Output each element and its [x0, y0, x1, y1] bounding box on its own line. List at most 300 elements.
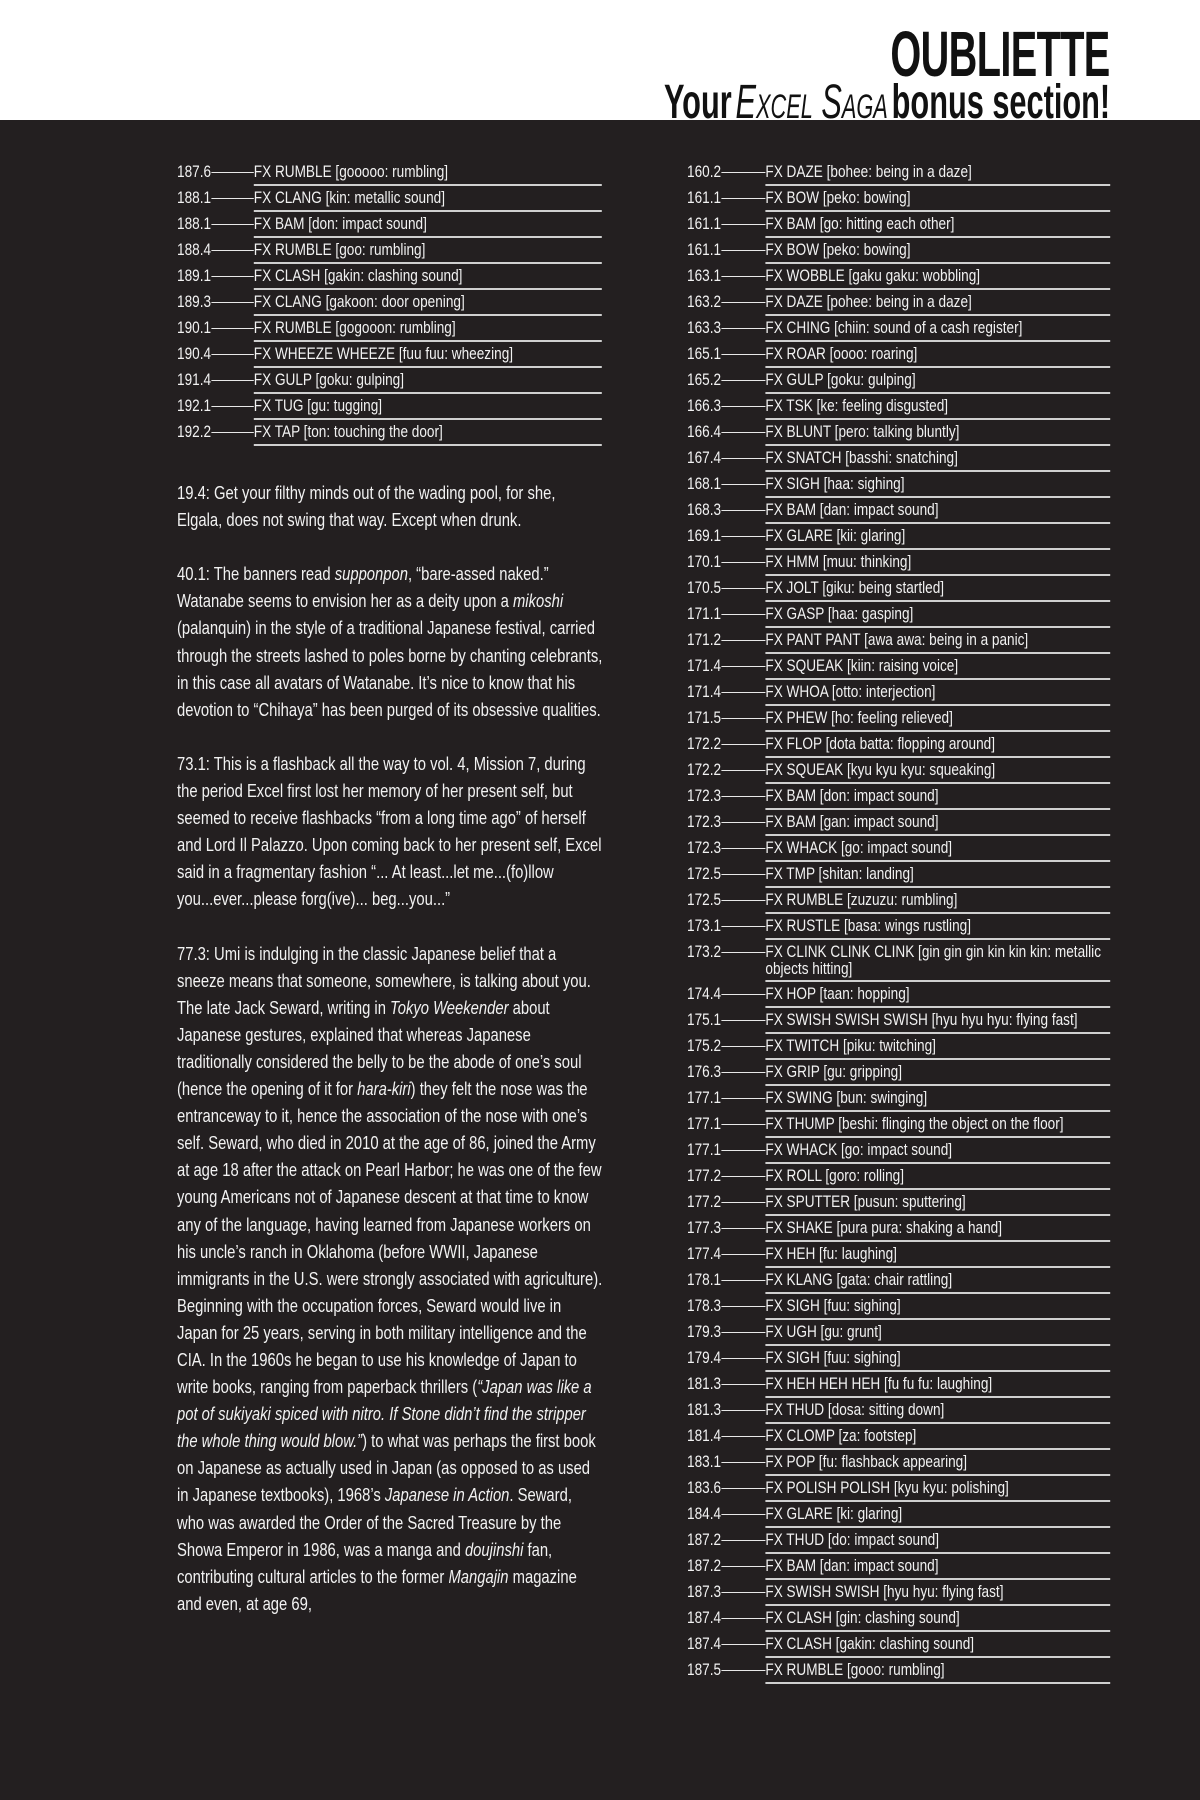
- page-panel-number: 168.3: [687, 500, 722, 519]
- sfx-translation: FX CLANG [kin: metallic sound]: [254, 186, 602, 212]
- leader-line: [721, 198, 765, 199]
- leader-line: [211, 432, 254, 433]
- leader-line: [721, 900, 765, 901]
- page-panel-number: 171.2: [687, 630, 722, 649]
- leader-line: [721, 952, 765, 953]
- leader-line: [211, 250, 254, 251]
- note-italic-text: supponpon: [334, 563, 408, 585]
- sfx-translation: FX GULP [goku: gulping]: [765, 368, 1110, 394]
- sfx-entry: [687, 1190, 1110, 1216]
- sfx-entry: [687, 810, 1110, 836]
- sfx-entry: [687, 628, 1110, 654]
- sfx-entry: [687, 1502, 1110, 1528]
- sfx-entry: [177, 160, 602, 186]
- sfx-entry: [687, 758, 1110, 784]
- sfx-translation: FX CLINK CLINK CLINK [gin gin gin kin kin kin: metallic objects hitting]: [765, 940, 1110, 982]
- sfx-translation: FX PHEW [ho: feeling relieved]: [765, 706, 1110, 732]
- leader-line: [721, 302, 765, 303]
- leader-line: [721, 796, 765, 797]
- sfx-translation: FX CLOMP [za: footstep]: [765, 1424, 1110, 1450]
- leader-line: [721, 640, 765, 641]
- sfx-translation: FX HMM [muu: thinking]: [765, 550, 1110, 576]
- sfx-entry: [687, 550, 1110, 576]
- page-panel-number: 187.2: [687, 1530, 722, 1549]
- leader-line: [211, 354, 254, 355]
- sfx-translation: FX DAZE [pohee: being in a daze]: [765, 290, 1110, 316]
- page-panel-number: 163.3: [687, 318, 722, 337]
- sfx-entry: [687, 1164, 1110, 1190]
- sfx-entry: [687, 982, 1110, 1008]
- leader-line: [721, 1306, 765, 1307]
- sfx-entry: [687, 1606, 1110, 1632]
- page-panel-number: 171.4: [687, 682, 722, 701]
- sfx-entry: [687, 1086, 1110, 1112]
- sfx-translation: FX RUMBLE [zuzuzu: rumbling]: [765, 888, 1110, 914]
- page-panel-number: 187.3: [687, 1582, 722, 1601]
- page-panel-number: 183.6: [687, 1478, 722, 1497]
- sfx-translation: FX HOP [taan: hopping]: [765, 982, 1110, 1008]
- page-panel-number: 187.5: [687, 1660, 722, 1679]
- leader-line: [721, 380, 765, 381]
- page-panel-number: 192.2: [177, 422, 212, 441]
- leader-line: [721, 718, 765, 719]
- sfx-translation: FX CLASH [gakin: clashing sound]: [765, 1632, 1110, 1658]
- page-panel-number: 192.1: [177, 396, 212, 415]
- section-title: OUBLIETTE: [890, 18, 1110, 90]
- sfx-entry: [687, 472, 1110, 498]
- sfx-entry: [177, 238, 602, 264]
- leader-line: [721, 1176, 765, 1177]
- sfx-translation: FX GASP [haa: gasping]: [765, 602, 1110, 628]
- note-italic-text: Tokyo Weekender: [390, 996, 509, 1018]
- sfx-translation: FX RUMBLE [goo: rumbling]: [254, 238, 602, 264]
- page-panel-number: 172.5: [687, 890, 722, 909]
- leader-line: [721, 1670, 765, 1671]
- leader-line: [721, 744, 765, 745]
- leader-line: [721, 510, 765, 511]
- sfx-entry: [687, 1060, 1110, 1086]
- page-panel-number: 173.1: [687, 916, 722, 935]
- page-panel-number: 166.3: [687, 396, 722, 415]
- page-panel-number: 187.4: [687, 1608, 722, 1627]
- page-panel-number: 183.1: [687, 1452, 722, 1471]
- sfx-entry: [687, 446, 1110, 472]
- page-panel-number: 174.4: [687, 984, 722, 1003]
- note-text: . Seward, who was awarded the Order of the Sacred Treasure by the Showa Emperor in 1986, was a manga and: [177, 1484, 572, 1560]
- sfx-entry: [687, 1216, 1110, 1242]
- leader-line: [721, 1332, 765, 1333]
- page-panel-number: 172.2: [687, 734, 722, 753]
- page-panel-number: 189.3: [177, 292, 212, 311]
- sfx-entry: [687, 368, 1110, 394]
- sfx-entry: [687, 316, 1110, 342]
- sfx-translation: FX RUMBLE [gooo: rumbling]: [765, 1658, 1110, 1684]
- leader-line: [721, 484, 765, 485]
- note-paragraph: [177, 479, 603, 533]
- sfx-translation: FX SQUEAK [kiin: raising voice]: [765, 654, 1110, 680]
- leader-line: [721, 1644, 765, 1645]
- note-text: 19.4: Get your filthy minds out of the wading pool, for she, Elgala, does not swing that way. Except when drunk.: [177, 482, 556, 531]
- subtitle-brand: Excel Saga: [735, 76, 888, 129]
- leader-line: [721, 1462, 765, 1463]
- leader-line: [721, 614, 765, 615]
- sfx-translation: FX SPUTTER [pusun: sputtering]: [765, 1190, 1110, 1216]
- leader-line: [721, 1488, 765, 1489]
- sfx-entry: [687, 186, 1110, 212]
- leader-line: [721, 224, 765, 225]
- page-panel-number: 160.2: [687, 162, 722, 181]
- leader-line: [721, 1540, 765, 1541]
- sfx-translation: FX BLUNT [pero: talking bluntly]: [765, 420, 1110, 446]
- sfx-entry: [687, 1138, 1110, 1164]
- sfx-translation: FX GLARE [ki: glaring]: [765, 1502, 1110, 1528]
- sfx-entry: [687, 212, 1110, 238]
- sfx-entry: [687, 940, 1110, 982]
- sfx-translation: FX CLANG [gakoon: door opening]: [254, 290, 602, 316]
- subtitle-post: bonus section!: [891, 76, 1110, 129]
- leader-line: [721, 666, 765, 667]
- sfx-entry: [687, 342, 1110, 368]
- leader-line: [721, 1202, 765, 1203]
- sfx-translation: FX BAM [don: impact sound]: [254, 212, 602, 238]
- page-panel-number: 181.3: [687, 1400, 722, 1419]
- note-text: magazine and even, at age 69,: [177, 1565, 577, 1614]
- sfx-translation: FX BAM [go: hitting each other]: [765, 212, 1110, 238]
- sfx-translation: FX GULP [goku: gulping]: [254, 368, 602, 394]
- sfx-translation: FX SHAKE [pura pura: shaking a hand]: [765, 1216, 1110, 1242]
- sfx-entry: [177, 316, 602, 342]
- sfx-translation: FX DAZE [bohee: being in a daze]: [765, 160, 1110, 186]
- sfx-entry: [687, 732, 1110, 758]
- sfx-entry: [177, 368, 602, 394]
- leader-line: [721, 536, 765, 537]
- page-panel-number: 171.5: [687, 708, 722, 727]
- leader-line: [721, 588, 765, 589]
- page-panel-number: 163.2: [687, 292, 722, 311]
- sfx-translation: FX TUG [gu: tugging]: [254, 394, 602, 420]
- leader-line: [721, 1436, 765, 1437]
- page-panel-number: 181.4: [687, 1426, 722, 1445]
- page-panel-number: 190.4: [177, 344, 212, 363]
- page-panel-number: 161.1: [687, 240, 722, 259]
- sfx-translation: FX WHOA [otto: interjection]: [765, 680, 1110, 706]
- sfx-list-right: [687, 160, 1110, 1684]
- sfx-entry: [687, 1632, 1110, 1658]
- sfx-entry: [177, 212, 602, 238]
- page-panel-number: 179.4: [687, 1348, 722, 1367]
- sfx-entry: [687, 1476, 1110, 1502]
- sfx-entry: [687, 264, 1110, 290]
- sfx-entry: [687, 1580, 1110, 1606]
- sfx-translation: FX RUSTLE [basa: wings rustling]: [765, 914, 1110, 940]
- leader-line: [211, 380, 254, 381]
- sfx-translation: FX ROLL [goro: rolling]: [765, 1164, 1110, 1190]
- page-panel-number: 172.5: [687, 864, 722, 883]
- sfx-translation: FX CHING [chiin: sound of a cash register]: [765, 316, 1110, 342]
- leader-line: [721, 1384, 765, 1385]
- page-panel-number: 163.1: [687, 266, 722, 285]
- sfx-entry: [687, 238, 1110, 264]
- page-panel-number: 165.1: [687, 344, 722, 363]
- page-panel-number: 188.1: [177, 214, 212, 233]
- note-italic-text: doujinshi: [464, 1538, 524, 1560]
- leader-line: [721, 1358, 765, 1359]
- leader-line: [721, 172, 765, 173]
- page-panel-number: 166.4: [687, 422, 722, 441]
- leader-line: [721, 1592, 765, 1593]
- page-panel-number: 177.1: [687, 1140, 722, 1159]
- sfx-translation: FX HEH [fu: laughing]: [765, 1242, 1110, 1268]
- leader-line: [721, 1514, 765, 1515]
- leader-line: [721, 822, 765, 823]
- leader-line: [721, 770, 765, 771]
- page-panel-number: 169.1: [687, 526, 722, 545]
- leader-line: [721, 994, 765, 995]
- leader-line: [211, 172, 254, 173]
- page-panel-number: 187.6: [177, 162, 212, 181]
- sfx-entry: [687, 1008, 1110, 1034]
- sfx-entry: [687, 1268, 1110, 1294]
- page-panel-number: 178.1: [687, 1270, 722, 1289]
- sfx-translation: FX CLASH [gakin: clashing sound]: [254, 264, 602, 290]
- sfx-entry: [687, 1450, 1110, 1476]
- leader-line: [721, 1046, 765, 1047]
- sfx-translation: FX WHACK [go: impact sound]: [765, 1138, 1110, 1164]
- sfx-translation: FX POP [fu: flashback appearing]: [765, 1450, 1110, 1476]
- page-panel-number: 177.1: [687, 1088, 722, 1107]
- page-panel-number: 188.1: [177, 188, 212, 207]
- sfx-entry: [687, 524, 1110, 550]
- page-panel-number: 165.2: [687, 370, 722, 389]
- sfx-translation: FX PANT PANT [awa awa: being in a panic]: [765, 628, 1110, 654]
- leader-line: [211, 328, 254, 329]
- leader-line: [721, 250, 765, 251]
- section-subtitle: [664, 78, 1110, 128]
- leader-line: [721, 1618, 765, 1619]
- leader-line: [211, 224, 254, 225]
- sfx-translation: FX THUMP [beshi: flinging the object on the floor]: [765, 1112, 1110, 1138]
- translation-notes: [177, 479, 603, 1644]
- sfx-entry: [687, 602, 1110, 628]
- page-panel-number: 188.4: [177, 240, 212, 259]
- leader-line: [721, 432, 765, 433]
- note-text: 73.1: This is a flashback all the way to vol. 4, Mission 7, during the period Excel first lost her memory of her present self, but seemed to receive flashbacks “from a long time ago” of herself and Lord Il Palazzo. Upon coming back to her present self, Excel said in a fragmentary fashion “... At least...let me...(fo)llow you...ever...please forg(ive)... beg...you...”: [177, 752, 602, 910]
- sfx-entry: [687, 1424, 1110, 1450]
- sfx-entry: [687, 1658, 1110, 1684]
- page-panel-number: 161.1: [687, 188, 722, 207]
- note-text: ) they felt the nose was the entranceway to it, hence the association of the nose with one’s self. Seward, who died in 2010 at the age of 86, joined the Army at age 18 after the attack on Pearl Harbor; he was one of the few young Americans not of Japanese descent at that time to know any of the language, having learned from Japanese workers on his uncle’s ranch in Oklahoma (before WWII, Japanese immigrants in the U.S. were strongly associated with agriculture). Beginning with the occupation forces, Seward would live in Japan for 25 years, serving in both military intelligence and the CIA. In the 1960s he began to use his knowledge of Japan to write books, ranging from paperback thrillers (: [177, 1078, 603, 1398]
- page-panel-number: 177.4: [687, 1244, 722, 1263]
- leader-line: [721, 406, 765, 407]
- leader-line: [211, 276, 254, 277]
- page-panel-number: 170.5: [687, 578, 722, 597]
- sfx-translation: FX SIGH [fuu: sighing]: [765, 1346, 1110, 1372]
- sfx-translation: FX TSK [ke: feeling disgusted]: [765, 394, 1110, 420]
- sfx-translation: FX BAM [don: impact sound]: [765, 784, 1110, 810]
- leader-line: [721, 692, 765, 693]
- sfx-entry: [687, 1034, 1110, 1060]
- note-text: fan, contributing cultural articles to the former: [177, 1538, 553, 1587]
- sfx-translation: FX BAM [dan: impact sound]: [765, 1554, 1110, 1580]
- page-panel-number: 191.4: [177, 370, 212, 389]
- leader-line: [721, 354, 765, 355]
- sfx-translation: FX GRIP [gu: gripping]: [765, 1060, 1110, 1086]
- leader-line: [211, 406, 254, 407]
- leader-line: [721, 1280, 765, 1281]
- note-text: about Japanese gestures, explained that whereas Japanese traditionally considered the belly to be the abode of one’s soul (hence the opening of it for: [177, 996, 582, 1100]
- leader-line: [721, 1124, 765, 1125]
- sfx-entry: [177, 290, 602, 316]
- leader-line: [721, 1566, 765, 1567]
- leader-line: [721, 1150, 765, 1151]
- sfx-entry: [177, 264, 602, 290]
- sfx-translation: FX RUMBLE [gogooon: rumbling]: [254, 316, 602, 342]
- note-paragraph: [177, 940, 603, 1617]
- sfx-translation: FX JOLT [giku: being startled]: [765, 576, 1110, 602]
- sfx-translation: FX BAM [dan: impact sound]: [765, 498, 1110, 524]
- page-panel-number: 172.2: [687, 760, 722, 779]
- sfx-entry: [687, 1372, 1110, 1398]
- sfx-entry: [687, 706, 1110, 732]
- sfx-translation: FX THUD [dosa: sitting down]: [765, 1398, 1110, 1424]
- leader-line: [721, 1098, 765, 1099]
- sfx-entry: [687, 576, 1110, 602]
- sfx-translation: FX CLASH [gin: clashing sound]: [765, 1606, 1110, 1632]
- sfx-translation: FX TAP [ton: touching the door]: [254, 420, 602, 446]
- leader-line: [721, 276, 765, 277]
- sfx-translation: FX SWISH SWISH SWISH [hyu hyu hyu: flying fast]: [765, 1008, 1110, 1034]
- page-panel-number: 179.3: [687, 1322, 722, 1341]
- sfx-entry: [687, 1112, 1110, 1138]
- sfx-entry: [687, 1242, 1110, 1268]
- leader-line: [721, 1072, 765, 1073]
- leader-line: [721, 458, 765, 459]
- page-panel-number: 167.4: [687, 448, 722, 467]
- leader-line: [721, 848, 765, 849]
- sfx-entry: [687, 1346, 1110, 1372]
- sfx-entry: [687, 290, 1110, 316]
- sfx-entry: [177, 420, 602, 446]
- sfx-entry: [687, 160, 1110, 186]
- leader-line: [721, 1228, 765, 1229]
- note-text: 40.1: The banners read: [177, 563, 335, 585]
- sfx-translation: FX UGH [gu: grunt]: [765, 1320, 1110, 1346]
- page-panel-number: 175.1: [687, 1010, 722, 1029]
- page-panel-number: 171.4: [687, 656, 722, 675]
- note-text: 77.3: Umi is indulging in the classic Japanese belief that a sneeze means that someone, somewhere, is talking about you. The late Jack Seward, writing in: [177, 942, 591, 1018]
- leader-line: [721, 1254, 765, 1255]
- sfx-translation: FX SIGH [haa: sighing]: [765, 472, 1110, 498]
- sfx-translation: FX SWISH SWISH [hyu hyu: flying fast]: [765, 1580, 1110, 1606]
- sfx-entry: [687, 420, 1110, 446]
- note-italic-text: hara-kiri: [357, 1078, 411, 1100]
- sfx-translation: FX HEH HEH HEH [fu fu fu: laughing]: [765, 1372, 1110, 1398]
- leader-line: [721, 874, 765, 875]
- page-panel-number: 187.2: [687, 1556, 722, 1575]
- sfx-translation: FX SIGH [fuu: sighing]: [765, 1294, 1110, 1320]
- leader-line: [721, 562, 765, 563]
- sfx-entry: [687, 1554, 1110, 1580]
- note-italic-text: Japanese in Action: [384, 1484, 510, 1506]
- page-panel-number: 172.3: [687, 812, 722, 831]
- sfx-entry: [687, 862, 1110, 888]
- note-text: ) to what was perhaps the first book on Japanese as actually used in Japan (as opposed to as used in Japanese textbooks), 1968’s: [177, 1430, 596, 1506]
- sfx-translation: FX WHEEZE WHEEZE [fuu fuu: wheezing]: [254, 342, 602, 368]
- sfx-entry: [687, 1398, 1110, 1424]
- leader-line: [721, 926, 765, 927]
- page-panel-number: 177.2: [687, 1166, 722, 1185]
- sfx-translation: FX THUD [do: impact sound]: [765, 1528, 1110, 1554]
- sfx-entry: [687, 1320, 1110, 1346]
- page-panel-number: 187.4: [687, 1634, 722, 1653]
- sfx-translation: FX WOBBLE [gaku gaku: wobbling]: [765, 264, 1110, 290]
- page-panel-number: 175.2: [687, 1036, 722, 1055]
- sfx-translation: FX POLISH POLISH [kyu kyu: polishing]: [765, 1476, 1110, 1502]
- note-italic-text: mikoshi: [512, 590, 564, 612]
- page-panel-number: 173.2: [687, 942, 722, 961]
- page-panel-number: 168.1: [687, 474, 722, 493]
- leader-line: [721, 1020, 765, 1021]
- sfx-translation: FX KLANG [gata: chair rattling]: [765, 1268, 1110, 1294]
- note-italic-text: “Japan was like a pot of sukiyaki spiced with nitro. If Stone didn’t find the stripper the whole thing would blow.”: [177, 1376, 592, 1452]
- page-panel-number: 170.1: [687, 552, 722, 571]
- note-paragraph: [177, 560, 603, 723]
- note-text: , “bare-assed naked.” Watanabe seems to envision her as a deity upon a: [177, 563, 549, 612]
- sfx-entry: [687, 680, 1110, 706]
- sfx-entry: [687, 836, 1110, 862]
- sfx-translation: FX ROAR [oooo: roaring]: [765, 342, 1110, 368]
- page-panel-number: 181.3: [687, 1374, 722, 1393]
- sfx-entry: [687, 654, 1110, 680]
- sfx-entry: [687, 498, 1110, 524]
- sfx-translation: FX BOW [peko: bowing]: [765, 238, 1110, 264]
- leader-line: [211, 198, 254, 199]
- sfx-entry: [687, 1294, 1110, 1320]
- sfx-translation: FX TWITCH [piku: twitching]: [765, 1034, 1110, 1060]
- sfx-entry: [687, 394, 1110, 420]
- page-panel-number: 177.1: [687, 1114, 722, 1133]
- sfx-translation: FX BOW [peko: bowing]: [765, 186, 1110, 212]
- sfx-list-left: [177, 160, 602, 446]
- page-panel-number: 171.1: [687, 604, 722, 623]
- page-panel-number: 189.1: [177, 266, 212, 285]
- page-panel-number: 178.3: [687, 1296, 722, 1315]
- sfx-translation: FX SQUEAK [kyu kyu kyu: squeaking]: [765, 758, 1110, 784]
- page-panel-number: 172.3: [687, 786, 722, 805]
- sfx-translation: FX RUMBLE [gooooo: rumbling]: [254, 160, 602, 186]
- note-text: (palanquin) in the style of a traditional Japanese festival, carried through the streets lashed to poles borne by chanting celebrants, in this case all avatars of Watanabe. It’s nice to know that his devotion to “Chihaya” has been purged of its obsessive qualities.: [177, 617, 603, 720]
- page-panel-number: 177.2: [687, 1192, 722, 1211]
- sfx-translation: FX TMP [shitan: landing]: [765, 862, 1110, 888]
- sfx-translation: FX FLOP [dota batta: flopping around]: [765, 732, 1110, 758]
- leader-line: [721, 328, 765, 329]
- leader-line: [211, 302, 254, 303]
- page-panel-number: 177.3: [687, 1218, 722, 1237]
- page-panel-number: 172.3: [687, 838, 722, 857]
- page-panel-number: 161.1: [687, 214, 722, 233]
- page-panel-number: 190.1: [177, 318, 212, 337]
- sfx-entry: [687, 784, 1110, 810]
- note-paragraph: [177, 750, 603, 913]
- sfx-entry: [177, 186, 602, 212]
- sfx-translation: FX BAM [gan: impact sound]: [765, 810, 1110, 836]
- leader-line: [721, 1410, 765, 1411]
- page-panel-number: 176.3: [687, 1062, 722, 1081]
- page-panel-number: 184.4: [687, 1504, 722, 1523]
- sfx-translation: FX WHACK [go: impact sound]: [765, 836, 1110, 862]
- sfx-entry: [177, 342, 602, 368]
- sfx-translation: FX GLARE [kii: glaring]: [765, 524, 1110, 550]
